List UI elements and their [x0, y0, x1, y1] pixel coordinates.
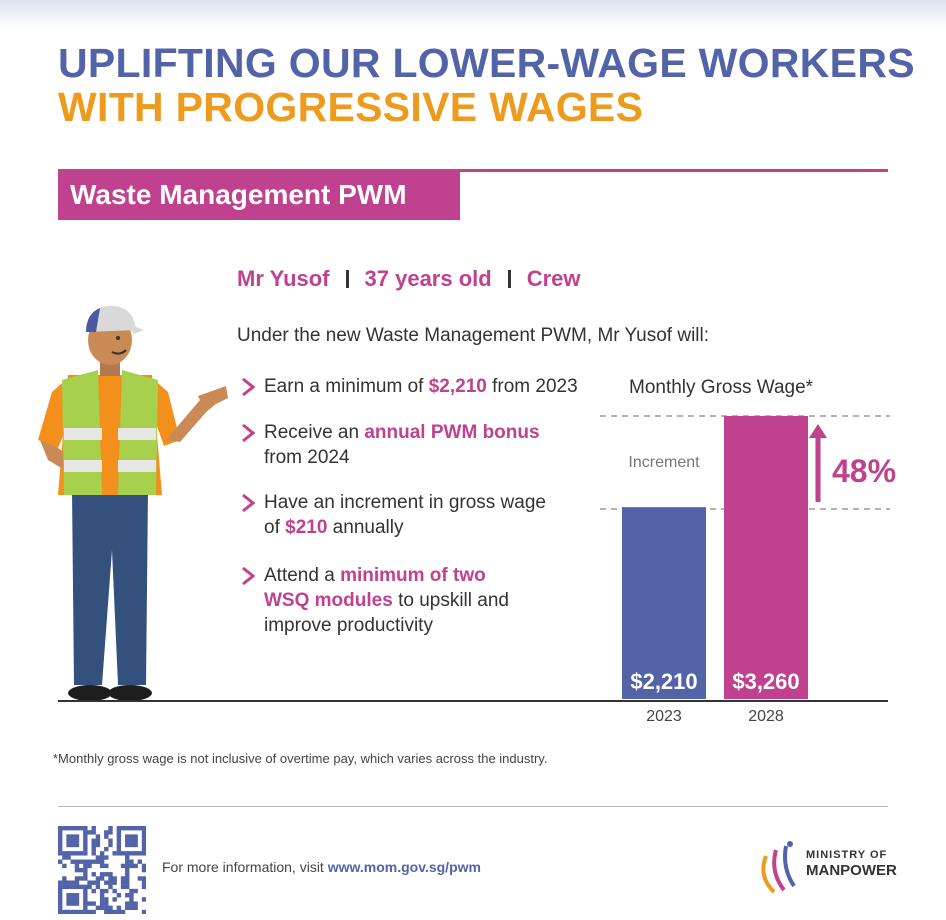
qr-module — [117, 906, 121, 910]
qr-module — [71, 897, 75, 901]
qr-module — [104, 889, 108, 893]
qr-module — [121, 885, 125, 889]
qr-module — [125, 906, 129, 910]
qr-module — [83, 868, 87, 872]
qr-module — [142, 834, 146, 838]
qr-module — [83, 843, 87, 847]
qr-module — [117, 826, 121, 830]
qr-module — [129, 839, 133, 843]
qr-module — [83, 901, 87, 905]
qr-module — [79, 860, 83, 864]
qr-module — [62, 851, 66, 855]
qr-module — [142, 910, 146, 914]
qr-module — [62, 885, 66, 889]
qr-module — [125, 839, 129, 843]
qr-module — [129, 889, 133, 893]
qr-module — [133, 906, 137, 910]
section-banner: Waste Management PWM — [58, 169, 460, 220]
qr-module — [112, 876, 116, 880]
qr-module — [125, 880, 129, 884]
qr-module — [58, 830, 62, 834]
qr-module — [75, 880, 79, 884]
qr-module — [112, 897, 116, 901]
qr-module — [75, 897, 79, 901]
qr-module — [66, 910, 70, 914]
qr-module — [71, 843, 75, 847]
chevron-right-icon — [240, 377, 258, 397]
qr-module — [142, 843, 146, 847]
qr-module — [104, 906, 108, 910]
qr-module — [96, 885, 100, 889]
qr-module — [125, 872, 129, 876]
qr-module — [58, 880, 62, 884]
qr-module — [66, 834, 70, 838]
qr-module — [92, 826, 96, 830]
worker-role: Crew — [526, 266, 581, 291]
qr-module — [112, 910, 116, 914]
qr-module — [92, 847, 96, 851]
qr-module — [87, 880, 91, 884]
qr-module — [142, 839, 146, 843]
qr-module — [117, 910, 121, 914]
qr-module — [75, 834, 79, 838]
qr-module — [92, 851, 96, 855]
qr-module — [66, 855, 70, 859]
qr-module — [108, 906, 112, 910]
qr-module — [133, 864, 137, 868]
qr-module — [96, 855, 100, 859]
qr-module — [87, 901, 91, 905]
qr-module — [104, 834, 108, 838]
qr-module — [83, 834, 87, 838]
qr-module — [117, 834, 121, 838]
chart-title: Monthly Gross Wage* — [629, 377, 814, 398]
qr-module — [129, 906, 133, 910]
worker-name: Mr Yusof — [237, 266, 330, 291]
qr-module — [96, 876, 100, 880]
qr-module — [75, 860, 79, 864]
qr-module — [112, 880, 116, 884]
qr-module — [112, 851, 116, 855]
qr-module — [58, 826, 62, 830]
benefit-text: Attend a minimum of two WSQ modules to upskill and improve productivity — [264, 565, 509, 636]
qr-module — [108, 839, 112, 843]
divider — [346, 270, 349, 288]
qr-module — [92, 860, 96, 864]
qr-module — [100, 864, 104, 868]
qr-module — [125, 893, 129, 897]
more-info-text: For more information, visit www.mom.gov.sg/pwm — [162, 859, 481, 875]
page-title-line1: UPLIFTING OUR LOWER-WAGE WORKERS — [58, 40, 915, 86]
qr-module — [129, 901, 133, 905]
qr-module — [125, 851, 129, 855]
qr-module — [71, 893, 75, 897]
qr-module — [92, 830, 96, 834]
benefit-text: Receive an annual PWM bonus from 2024 — [264, 422, 540, 468]
qr-module — [142, 826, 146, 830]
qr-module — [142, 851, 146, 855]
qr-module — [96, 860, 100, 864]
qr-module — [117, 830, 121, 834]
qr-module — [138, 860, 142, 864]
qr-module — [58, 834, 62, 838]
qr-module — [79, 885, 83, 889]
qr-module — [58, 910, 62, 914]
qr-module — [58, 885, 62, 889]
mom-logo-mark — [756, 836, 804, 896]
qr-module — [66, 826, 70, 830]
qr-module — [71, 826, 75, 830]
qr-module — [129, 826, 133, 830]
qr-module — [96, 906, 100, 910]
qr-module — [58, 889, 62, 893]
qr-module — [104, 880, 108, 884]
qr-module — [104, 910, 108, 914]
qr-module — [87, 885, 91, 889]
qr-module — [121, 910, 125, 914]
qr-module — [71, 901, 75, 905]
qr-module — [92, 901, 96, 905]
qr-module — [104, 901, 108, 905]
benefit-text: Earn a minimum of $2,210 from 2023 — [264, 376, 578, 397]
info-link[interactable]: www.mom.gov.sg/pwm — [327, 859, 481, 875]
qr-module — [125, 855, 129, 859]
qr-module — [96, 834, 100, 838]
qr-module — [75, 868, 79, 872]
qr-module — [108, 876, 112, 880]
qr-module — [75, 851, 79, 855]
qr-module — [79, 868, 83, 872]
qr-module — [62, 855, 66, 859]
qr-module — [121, 864, 125, 868]
qr-module — [96, 880, 100, 884]
qr-module — [133, 889, 137, 893]
qr-module — [129, 851, 133, 855]
qr-module — [100, 897, 104, 901]
wage-chart — [590, 400, 910, 730]
qr-module — [83, 897, 87, 901]
qr-module — [108, 826, 112, 830]
qr-module — [58, 851, 62, 855]
qr-module — [83, 876, 87, 880]
qr-module — [87, 860, 91, 864]
qr-module — [83, 826, 87, 830]
qr-module — [108, 830, 112, 834]
qr-module — [58, 860, 62, 864]
qr-module — [117, 893, 121, 897]
qr-module — [133, 901, 137, 905]
qr-module — [117, 839, 121, 843]
qr-module — [133, 851, 137, 855]
qr-module — [62, 864, 66, 868]
qr-module — [100, 889, 104, 893]
qr-module — [87, 830, 91, 834]
intro-text: Under the new Waste Management PWM, Mr Yusof will: — [237, 325, 710, 346]
qr-module — [66, 839, 70, 843]
increment-label: Increment — [628, 454, 700, 471]
x-tick-label: 2028 — [748, 708, 784, 725]
worker-illustration — [30, 300, 240, 705]
qr-module — [71, 834, 75, 838]
qr-module — [92, 839, 96, 843]
qr-module — [92, 872, 96, 876]
percent-change-label: 48% — [832, 453, 897, 489]
footer-divider — [58, 806, 888, 807]
qr-module — [138, 851, 142, 855]
qr-module — [71, 851, 75, 855]
footnote: *Monthly gross wage is not inclusive of overtime pay, which varies across the industry. — [53, 751, 548, 766]
qr-module — [58, 906, 62, 910]
qr-module — [96, 839, 100, 843]
qr-module — [58, 897, 62, 901]
qr-module — [121, 826, 125, 830]
qr-module — [71, 885, 75, 889]
qr-module — [100, 893, 104, 897]
qr-module — [142, 876, 146, 880]
qr-module — [100, 901, 104, 905]
qr-module — [142, 897, 146, 901]
qr-module — [62, 880, 66, 884]
qr-module — [62, 876, 66, 880]
qr-module — [117, 847, 121, 851]
qr-module — [142, 868, 146, 872]
qr-module — [58, 839, 62, 843]
qr-module — [104, 872, 108, 876]
qr-module — [100, 906, 104, 910]
qr-module — [83, 830, 87, 834]
qr-module — [66, 880, 70, 884]
qr-module — [104, 864, 108, 868]
qr-module — [75, 864, 79, 868]
qr-module — [108, 843, 112, 847]
qr-module — [75, 885, 79, 889]
qr-module — [100, 855, 104, 859]
qr-module — [108, 872, 112, 876]
qr-module — [108, 880, 112, 884]
benefit-text: Have an increment in gross wage of $210 annually — [264, 492, 546, 538]
qr-module — [125, 860, 129, 864]
qr-module — [133, 839, 137, 843]
logo-text-line1: MINISTRY OF — [806, 849, 888, 861]
qr-module — [71, 860, 75, 864]
qr-module — [142, 885, 146, 889]
qr-module — [121, 851, 125, 855]
qr-module — [83, 885, 87, 889]
qr-module — [117, 851, 121, 855]
qr-module — [79, 826, 83, 830]
x-tick-label: 2023 — [646, 708, 682, 725]
qr-module — [100, 860, 104, 864]
qr-module — [92, 889, 96, 893]
qr-module — [83, 839, 87, 843]
qr-module — [87, 910, 91, 914]
qr-module — [75, 901, 79, 905]
qr-module — [79, 851, 83, 855]
top-fade — [0, 0, 946, 30]
qr-module — [104, 847, 108, 851]
qr-module — [121, 876, 125, 880]
qr-module — [125, 843, 129, 847]
qr-module — [71, 880, 75, 884]
qr-module — [125, 868, 129, 872]
qr-module — [112, 889, 116, 893]
qr-module — [83, 847, 87, 851]
qr-module — [129, 860, 133, 864]
bar-value-label: $2,210 — [630, 669, 698, 694]
qr-module — [75, 839, 79, 843]
qr-module — [62, 910, 66, 914]
qr-module — [66, 885, 70, 889]
qr-module — [129, 864, 133, 868]
qr-module — [83, 872, 87, 876]
qr-module — [117, 843, 121, 847]
bar-value-label: $3,260 — [732, 669, 800, 694]
qr-module — [100, 851, 104, 855]
qr-module — [96, 843, 100, 847]
mom-logo — [756, 836, 896, 896]
logo-text-line2: MANPOWER — [806, 862, 897, 879]
qr-module — [75, 876, 79, 880]
qr-code — [58, 826, 146, 914]
qr-module — [87, 864, 91, 868]
qr-module — [66, 897, 70, 901]
worker-age: 37 years old — [364, 266, 492, 291]
qr-module — [125, 826, 129, 830]
qr-module — [129, 893, 133, 897]
qr-module — [71, 839, 75, 843]
qr-module — [66, 901, 70, 905]
qr-module — [125, 864, 129, 868]
qr-module — [71, 910, 75, 914]
qr-module — [58, 847, 62, 851]
divider — [508, 270, 511, 288]
qr-module — [104, 830, 108, 834]
qr-module — [100, 876, 104, 880]
qr-module — [125, 834, 129, 838]
qr-module — [138, 826, 142, 830]
qr-module — [62, 826, 66, 830]
page-title-line2: WITH PROGRESSIVE WAGES — [58, 84, 644, 130]
qr-module — [129, 897, 133, 901]
qr-module — [79, 876, 83, 880]
qr-module — [100, 872, 104, 876]
qr-module — [92, 910, 96, 914]
qr-module — [129, 843, 133, 847]
worker-profile — [237, 266, 581, 292]
qr-module — [142, 880, 146, 884]
qr-module — [133, 834, 137, 838]
qr-module — [133, 826, 137, 830]
qr-module — [66, 851, 70, 855]
qr-module — [58, 893, 62, 897]
qr-module — [129, 834, 133, 838]
qr-module — [104, 855, 108, 859]
chevron-right-icon — [240, 423, 258, 443]
chevron-right-icon — [240, 493, 258, 513]
qr-module — [133, 843, 137, 847]
qr-module — [138, 876, 142, 880]
qr-module — [83, 860, 87, 864]
qr-module — [66, 893, 70, 897]
qr-module — [83, 889, 87, 893]
chevron-right-icon — [240, 566, 258, 586]
qr-module — [75, 910, 79, 914]
qr-module — [92, 843, 96, 847]
qr-module — [125, 876, 129, 880]
qr-module — [83, 851, 87, 855]
bar-2028 — [724, 416, 808, 699]
qr-module — [75, 843, 79, 847]
qr-module — [108, 910, 112, 914]
qr-module — [125, 901, 129, 905]
qr-module — [121, 880, 125, 884]
ground-line — [58, 700, 888, 702]
up-arrow-icon — [809, 424, 827, 502]
qr-module — [75, 826, 79, 830]
qr-module — [79, 910, 83, 914]
qr-module — [75, 893, 79, 897]
qr-module — [83, 864, 87, 868]
qr-module — [83, 910, 87, 914]
qr-module — [83, 906, 87, 910]
qr-module — [142, 847, 146, 851]
qr-module — [125, 885, 129, 889]
qr-module — [108, 885, 112, 889]
qr-module — [66, 843, 70, 847]
qr-module — [58, 901, 62, 905]
qr-module — [142, 830, 146, 834]
qr-module — [104, 897, 108, 901]
qr-module — [92, 880, 96, 884]
qr-module — [58, 843, 62, 847]
qr-module — [142, 864, 146, 868]
qr-module — [83, 893, 87, 897]
